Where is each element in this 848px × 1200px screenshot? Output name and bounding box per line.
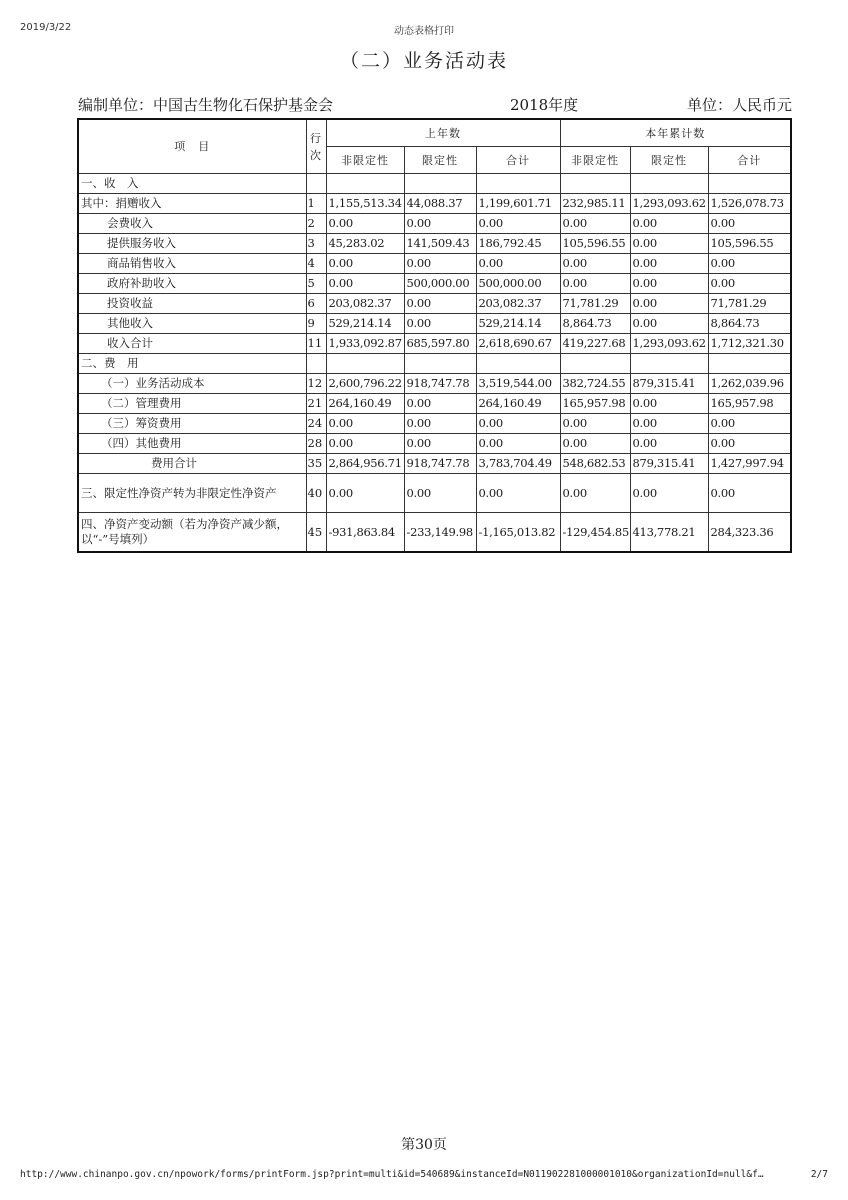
value-cell — [560, 354, 630, 374]
value-cell: 44,088.37 — [404, 194, 476, 214]
value-cell: 918,747.78 — [404, 454, 476, 474]
value-cell: 0.00 — [630, 414, 708, 434]
value-cell — [560, 174, 630, 194]
value-cell: 232,985.11 — [560, 194, 630, 214]
value-cell: 8,864.73 — [708, 314, 791, 334]
row-label: 收入合计 — [78, 334, 306, 354]
value-cell: 0.00 — [708, 214, 791, 234]
row-line-number — [306, 174, 326, 194]
value-cell: 8,864.73 — [560, 314, 630, 334]
table-row — [78, 214, 791, 234]
activity-table — [77, 118, 792, 553]
table-row — [78, 254, 791, 274]
value-cell: 0.00 — [326, 414, 404, 434]
value-cell — [630, 174, 708, 194]
value-cell: 0.00 — [560, 274, 630, 294]
report-meta — [78, 94, 792, 116]
value-cell — [326, 174, 404, 194]
value-cell: 529,214.14 — [326, 314, 404, 334]
value-cell: 0.00 — [560, 434, 630, 454]
table-row — [78, 274, 791, 294]
value-cell: 879,315.41 — [630, 454, 708, 474]
row-label: 政府补助收入 — [78, 274, 306, 294]
value-cell: -233,149.98 — [404, 513, 476, 553]
row-label: （三）筹资费用 — [78, 414, 306, 434]
row-label: 商品销售收入 — [78, 254, 306, 274]
row-label: （一）业务活动成本 — [78, 374, 306, 394]
value-cell: 105,596.55 — [708, 234, 791, 254]
value-cell: 0.00 — [476, 214, 560, 234]
table-row — [78, 513, 791, 553]
value-cell: 264,160.49 — [476, 394, 560, 414]
value-cell: 0.00 — [630, 394, 708, 414]
table-row — [78, 454, 791, 474]
value-cell: 529,214.14 — [476, 314, 560, 334]
row-line-number: 6 — [306, 294, 326, 314]
row-label: 四、净资产变动额（若为净资产减少额，以“-”号填列） — [78, 513, 306, 553]
table-row — [78, 414, 791, 434]
value-cell: 165,957.98 — [708, 394, 791, 414]
table-row — [78, 174, 791, 194]
value-cell: 186,792.45 — [476, 234, 560, 254]
value-cell: 1,199,601.71 — [476, 194, 560, 214]
value-cell: 0.00 — [476, 254, 560, 274]
row-label: 其他收入 — [78, 314, 306, 334]
row-line-number: 4 — [306, 254, 326, 274]
value-cell: 71,781.29 — [708, 294, 791, 314]
table-body — [78, 174, 791, 553]
value-cell: 0.00 — [630, 274, 708, 294]
row-label: 三、限定性净资产转为非限定性净资产 — [78, 474, 306, 513]
table-row — [78, 234, 791, 254]
value-cell: -931,863.84 — [326, 513, 404, 553]
value-cell: 0.00 — [708, 434, 791, 454]
value-cell: 1,712,321.30 — [708, 334, 791, 354]
row-label: 会费收入 — [78, 214, 306, 234]
row-line-number: 21 — [306, 394, 326, 414]
value-cell: 0.00 — [404, 394, 476, 414]
value-cell: 203,082.37 — [326, 294, 404, 314]
value-cell: 879,315.41 — [630, 374, 708, 394]
value-cell: 1,526,078.73 — [708, 194, 791, 214]
row-label: 投资收益 — [78, 294, 306, 314]
value-cell: 0.00 — [560, 214, 630, 234]
row-label: （二）管理费用 — [78, 394, 306, 414]
col-header-prev-year: 上年数 — [326, 119, 560, 147]
table-row — [78, 374, 791, 394]
row-label: （四）其他费用 — [78, 434, 306, 454]
row-line-number: 2 — [306, 214, 326, 234]
col-header-line-text: 行次 — [310, 131, 322, 162]
value-cell: 0.00 — [404, 314, 476, 334]
col-header-restricted: 限定性 — [630, 147, 708, 174]
value-cell: 141,509.43 — [404, 234, 476, 254]
value-cell: 419,227.68 — [560, 334, 630, 354]
value-cell: 0.00 — [326, 214, 404, 234]
row-line-number: 45 — [306, 513, 326, 553]
value-cell — [708, 354, 791, 374]
row-line-number: 9 — [306, 314, 326, 334]
row-line-number: 5 — [306, 274, 326, 294]
value-cell: 2,618,690.67 — [476, 334, 560, 354]
value-cell: 0.00 — [404, 214, 476, 234]
row-line-number: 11 — [306, 334, 326, 354]
value-cell: 500,000.00 — [404, 274, 476, 294]
value-cell: 0.00 — [708, 274, 791, 294]
value-cell: 2,600,796.22 — [326, 374, 404, 394]
value-cell: 0.00 — [476, 474, 560, 513]
value-cell: 45,283.02 — [326, 234, 404, 254]
col-header-current-year: 本年累计数 — [560, 119, 791, 147]
value-cell: 0.00 — [560, 414, 630, 434]
value-cell: 0.00 — [560, 474, 630, 513]
col-header-unrestricted: 非限定性 — [560, 147, 630, 174]
row-line-number: 3 — [306, 234, 326, 254]
value-cell: 0.00 — [708, 414, 791, 434]
value-cell: 284,323.36 — [708, 513, 791, 553]
value-cell: 71,781.29 — [560, 294, 630, 314]
value-cell: 0.00 — [404, 474, 476, 513]
value-cell: 0.00 — [630, 234, 708, 254]
value-cell: 0.00 — [326, 274, 404, 294]
value-cell: 0.00 — [476, 414, 560, 434]
value-cell: 0.00 — [630, 214, 708, 234]
value-cell: 413,778.21 — [630, 513, 708, 553]
row-line-number: 12 — [306, 374, 326, 394]
row-label: 费用合计 — [78, 454, 306, 474]
col-header-total: 合计 — [476, 147, 560, 174]
value-cell: 203,082.37 — [476, 294, 560, 314]
col-header-restricted: 限定性 — [404, 147, 476, 174]
value-cell: 0.00 — [630, 254, 708, 274]
row-label: 其中：捐赠收入 — [78, 194, 306, 214]
value-cell — [476, 354, 560, 374]
value-cell — [404, 354, 476, 374]
value-cell — [630, 354, 708, 374]
value-cell: 2,864,956.71 — [326, 454, 404, 474]
value-cell: 0.00 — [404, 294, 476, 314]
year-label: 2018年度 — [510, 96, 579, 114]
value-cell — [708, 174, 791, 194]
row-line-number: 40 — [306, 474, 326, 513]
print-footer — [20, 1169, 828, 1183]
value-cell — [326, 354, 404, 374]
print-header — [0, 22, 848, 36]
value-cell: 264,160.49 — [326, 394, 404, 414]
value-cell: 0.00 — [404, 254, 476, 274]
table-row — [78, 294, 791, 314]
value-cell: 3,783,704.49 — [476, 454, 560, 474]
value-cell: 1,427,997.94 — [708, 454, 791, 474]
value-cell: 0.00 — [404, 434, 476, 454]
row-line-number: 24 — [306, 414, 326, 434]
table-row — [78, 354, 791, 374]
print-date: 2019/3/22 — [20, 22, 72, 33]
value-cell: 548,682.53 — [560, 454, 630, 474]
print-title: 动态表格打印 — [394, 26, 454, 37]
value-cell: 0.00 — [630, 474, 708, 513]
value-cell — [404, 174, 476, 194]
footer-page: 2/7 — [810, 1169, 828, 1180]
row-line-number: 35 — [306, 454, 326, 474]
value-cell: 3,519,544.00 — [476, 374, 560, 394]
row-line-number: 28 — [306, 434, 326, 454]
value-cell: 1,933,092.87 — [326, 334, 404, 354]
value-cell: 685,597.80 — [404, 334, 476, 354]
table-row — [78, 434, 791, 454]
value-cell: 1,262,039.96 — [708, 374, 791, 394]
org-label: 编制单位：中国古生物化石保护基金会 — [78, 96, 334, 114]
row-label: 提供服务收入 — [78, 234, 306, 254]
value-cell: 0.00 — [630, 314, 708, 334]
table-row — [78, 394, 791, 414]
value-cell: 0.00 — [630, 434, 708, 454]
value-cell: 0.00 — [404, 414, 476, 434]
table-row — [78, 194, 791, 214]
row-label: 二、费 用 — [78, 354, 306, 374]
value-cell: 500,000.00 — [476, 274, 560, 294]
col-header-item: 项 目 — [78, 119, 306, 174]
value-cell: 1,293,093.62 — [630, 194, 708, 214]
row-line-number — [306, 354, 326, 374]
value-cell: 0.00 — [630, 294, 708, 314]
table-row — [78, 334, 791, 354]
page-number: 第30页 — [401, 1137, 447, 1153]
col-header-unrestricted: 非限定性 — [326, 147, 404, 174]
value-cell: 1,155,513.34 — [326, 194, 404, 214]
value-cell: 382,724.55 — [560, 374, 630, 394]
row-label: 一、收 入 — [78, 174, 306, 194]
unit-label: 单位：人民币元 — [686, 96, 792, 114]
value-cell — [476, 174, 560, 194]
value-cell: -1,165,013.82 — [476, 513, 560, 553]
document-title: （二）业务活动表 — [339, 50, 508, 72]
table-row — [78, 474, 791, 513]
value-cell: 918,747.78 — [404, 374, 476, 394]
value-cell: 0.00 — [560, 254, 630, 274]
col-header-total: 合计 — [708, 147, 791, 174]
value-cell: 0.00 — [708, 474, 791, 513]
value-cell: 0.00 — [708, 254, 791, 274]
value-cell: 0.00 — [326, 474, 404, 513]
value-cell: 1,293,093.62 — [630, 334, 708, 354]
value-cell: 0.00 — [326, 254, 404, 274]
value-cell: -129,454.85 — [560, 513, 630, 553]
value-cell: 0.00 — [326, 434, 404, 454]
table-row — [78, 314, 791, 334]
row-line-number: 1 — [306, 194, 326, 214]
col-header-line — [306, 119, 326, 174]
value-cell: 165,957.98 — [560, 394, 630, 414]
footer-url: http://www.chinanpo.gov.cn/npowork/forms/printForm.jsp?print=multi&id=540689&instanceId=N011902281000001010&organizationId=null&f… — [20, 1169, 764, 1180]
value-cell: 105,596.55 — [560, 234, 630, 254]
value-cell: 0.00 — [476, 434, 560, 454]
